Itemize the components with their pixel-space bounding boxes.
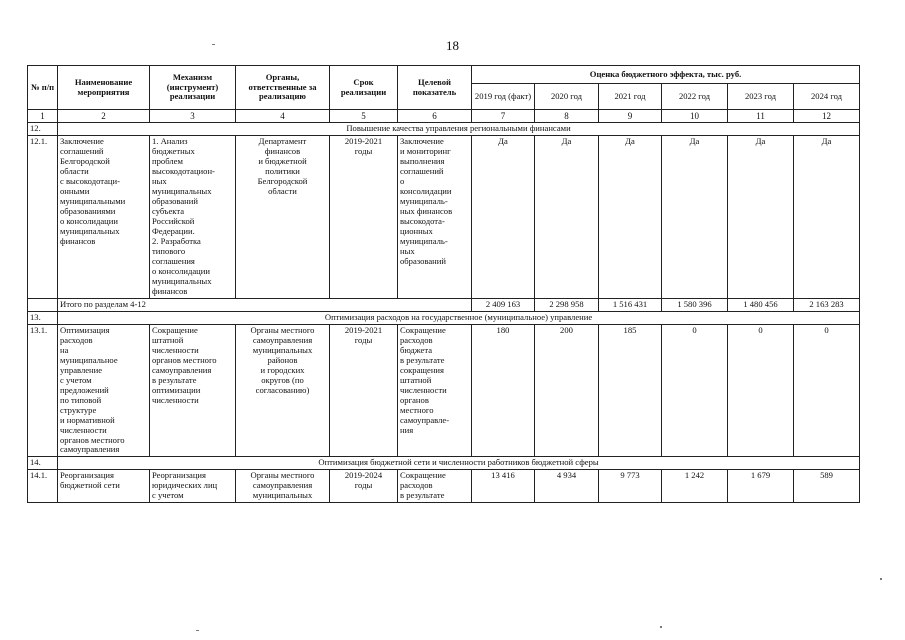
cell-line: управление [60,364,103,375]
effect-value: 4 934 [535,470,599,503]
cell-line: муниципальных [60,226,120,237]
effect-value: 200 [535,324,599,457]
cell-line: Белгородской [60,156,110,167]
header-year: 2021 год [599,84,662,110]
section-header-row [28,457,860,470]
budget-measures-table [27,65,860,503]
cell-line: самоуправления [252,334,313,345]
header-year: 2023 год [728,84,794,110]
cell-line: муниципальными [60,196,126,207]
table-row [28,324,860,457]
column-number: 8 [535,110,599,123]
total-label: Итого по разделам 4-12 [58,298,472,311]
effect-value: 0 [728,324,794,457]
cell-line: 1. Анализ [152,136,188,147]
header-year: 2020 год [535,84,599,110]
effect-value: Да [662,136,728,299]
cell-line: структуре [60,404,97,415]
header-term: Срок реализации [330,66,398,110]
cell-line: сокращения [400,364,444,375]
column-number-row [28,110,860,123]
cell-line: в результате [152,374,197,385]
scan-speck [212,44,215,45]
cell-line: консолидации [400,186,452,197]
cell-line: и городских [260,364,305,375]
cell-line: муниципальное [60,354,118,365]
cell-line: местного [400,404,434,415]
cell-line: Сокращение [400,324,446,335]
cell-line: штатной [400,374,432,385]
term [330,324,398,457]
cell-line: бюджетных [152,146,195,157]
section-number: 12. [28,123,58,136]
cell-line: Федерации. [152,226,195,237]
cell-line: с учетом [60,374,92,385]
cell-line: органов местного [60,434,125,445]
measure-name [58,470,150,503]
cell-line: высокодота- [400,216,445,227]
cell-line: типового [152,246,186,257]
page-number: 18 [446,38,459,53]
scan-speck [880,578,882,580]
cell-line: бюджета [400,344,433,355]
row-number: 13.1. [28,324,58,457]
column-number: 2 [58,110,150,123]
target-indicator [398,470,472,503]
cell-line: органов местного [152,354,217,365]
cell-line: ных [152,176,167,187]
column-number: 1 [28,110,58,123]
cell-line: соглашений [60,146,104,157]
effect-value: 1 679 [728,470,794,503]
cell-line: образований [400,256,446,267]
cell-line: образований [152,196,198,207]
cell-line: Реорганизация [60,470,114,481]
effect-value: 0 [662,324,728,457]
cell-line: годы [354,146,373,157]
effect-value: 185 [599,324,662,457]
cell-line: Заключение [400,136,444,147]
header-effect: Оценка бюджетного эффекта, тыс. руб. [472,66,860,84]
cell-line: проблем [152,156,183,167]
column-number: 5 [330,110,398,123]
section-number: 13. [28,311,58,324]
cell-line: расходов [400,334,433,345]
cell-line: самоуправле- [400,414,450,425]
cell-line: Белгородской [257,176,308,187]
cell-line: финансов [264,146,301,157]
cell-line: области [60,166,89,177]
cell-line: самоуправления [60,444,120,455]
cell-line: самоуправления [252,480,313,491]
cell-line: политики [265,166,300,177]
cell-line: муниципальных [152,275,212,286]
cell-line: округов (по [261,374,304,385]
cell-line: районов [267,354,298,365]
effect-value: Да [794,136,860,299]
header-year: 2019 год (факт) [472,84,535,110]
measure-name [58,136,150,299]
cell-line: муниципальных [252,490,313,501]
section-header-row [28,123,860,136]
cell-line: субъекта [152,206,185,217]
cell-line: предложений [60,384,109,395]
cell-line: численности [152,344,199,355]
cell-line: Сокращение [152,324,198,335]
cell-line: соглашений [400,166,444,177]
responsible-bodies [236,324,330,457]
effect-value: Да [728,136,794,299]
cell-line: согласованию) [255,384,310,395]
cell-line: и бюджетной [258,156,307,167]
section-title: Оптимизация расходов на государственное (муниципальное) управление [58,311,860,324]
cell-line: о [400,176,405,187]
cell-line: Органы местного [250,470,315,481]
row-number: 14.1. [28,470,58,503]
mechanism [150,324,236,457]
mechanism [150,470,236,503]
effect-value: 589 [794,470,860,503]
column-number: 9 [599,110,662,123]
cell-line: Заключение [60,136,104,147]
cell-line: финансов [60,236,96,247]
responsible-bodies [236,470,330,503]
section-header-row [28,311,860,324]
cell-line: муниципальных [252,344,313,355]
total-value: 1 580 396 [662,298,728,311]
effect-value: 9 773 [599,470,662,503]
effect-value: 1 242 [662,470,728,503]
total-value: 2 409 163 [472,298,535,311]
cell-line: расходов [400,480,433,491]
cell-line: области [268,186,297,197]
column-number: 4 [236,110,330,123]
cell-line: самоуправления [152,364,212,375]
cell-line: о консолидации [60,216,118,227]
cell-line: ных финансов [400,206,453,217]
total-value: 1 480 456 [728,298,794,311]
cell-line: оптимизации [152,384,201,395]
effect-value: 180 [472,324,535,457]
cell-line: и нормативной [60,414,115,425]
cell-line: органов [400,394,429,405]
cell-line: муниципаль- [400,196,448,207]
cell-line: ных [400,246,415,257]
cell-line: с учетом [152,490,184,501]
cell-line: соглашения [152,256,195,267]
cell-line: численности [152,394,199,405]
section-title: Оптимизация бюджетной сети и численности работников бюджетной сферы [58,457,860,470]
cell-line: муниципаль- [400,236,448,247]
table-row [28,470,860,503]
cell-line: численности [400,384,447,395]
column-number: 7 [472,110,535,123]
cell-line: бюджетной сети [60,480,120,491]
cell-line: с высокодотаци- [60,176,120,187]
mechanism [150,136,236,299]
cell-line: расходов [60,334,93,345]
cell-line: ционных [400,226,433,237]
cell-line: по типовой [60,394,102,405]
cell-line: в результате [400,354,445,365]
header-num: № п/п [28,66,58,110]
cell-line: выполнения [400,156,445,167]
header-year: 2022 год [662,84,728,110]
effect-value: 0 [794,324,860,457]
measure-name [58,324,150,457]
cell-line: финансов [152,285,188,296]
cell-line: 2019-2024 [344,470,383,481]
scan-speck [196,630,199,631]
total-value: 2 298 958 [535,298,599,311]
cell-line: годы [354,480,373,491]
cell-line: годы [354,334,373,345]
responsible-bodies [236,136,330,299]
cell-line: и мониторинг [400,146,451,157]
cell-line: Оптимизация [60,324,110,335]
scan-speck [660,626,662,628]
cell-line: онными [60,186,90,197]
cell-line: муниципальных [152,186,212,197]
row-number: 12.1. [28,136,58,299]
total-row [28,298,860,311]
section-number: 14. [28,457,58,470]
cell-line: 2019-2021 [344,136,383,147]
header-name: Наименование мероприятия [58,66,150,110]
cell-line: Российской [152,216,195,227]
cell-line: 2. Разработка [152,236,201,247]
cell-line: юридических лиц [152,480,218,491]
cell-line: Органы местного [250,324,315,335]
column-number: 11 [728,110,794,123]
term [330,470,398,503]
cell-line: высокодотацион- [152,166,215,177]
cell-line: ния [400,424,414,435]
target-indicator [398,324,472,457]
cell-line: Департамент [258,136,307,147]
term [330,136,398,299]
cell-line: численности [60,424,107,435]
effect-value: Да [599,136,662,299]
cell-line: на [60,344,69,355]
total-value: 1 516 431 [599,298,662,311]
header-target: Целевой показатель [398,66,472,110]
cell-line: 2019-2021 [344,324,383,335]
header-year: 2024 год [794,84,860,110]
cell-line: Реорганизация [152,470,206,481]
total-value: 2 163 283 [794,298,860,311]
cell-line: Сокращение [400,470,446,481]
effect-value: 13 416 [472,470,535,503]
column-number: 10 [662,110,728,123]
effect-value: Да [472,136,535,299]
cell-line: в результате [400,490,445,501]
header-bodies: Органы, ответственные за реализацию [236,66,330,110]
table-row [28,136,860,299]
column-number: 12 [794,110,860,123]
section-title: Повышение качества управления региональными финансами [58,123,860,136]
cell-line: образованиями [60,206,116,217]
column-number: 3 [150,110,236,123]
target-indicator [398,136,472,299]
cell-line: штатной [152,334,184,345]
cell-line: о консолидации [152,266,210,276]
header-mechanism: Механизм (инструмент) реализации [150,66,236,110]
column-number: 6 [398,110,472,123]
effect-value: Да [535,136,599,299]
